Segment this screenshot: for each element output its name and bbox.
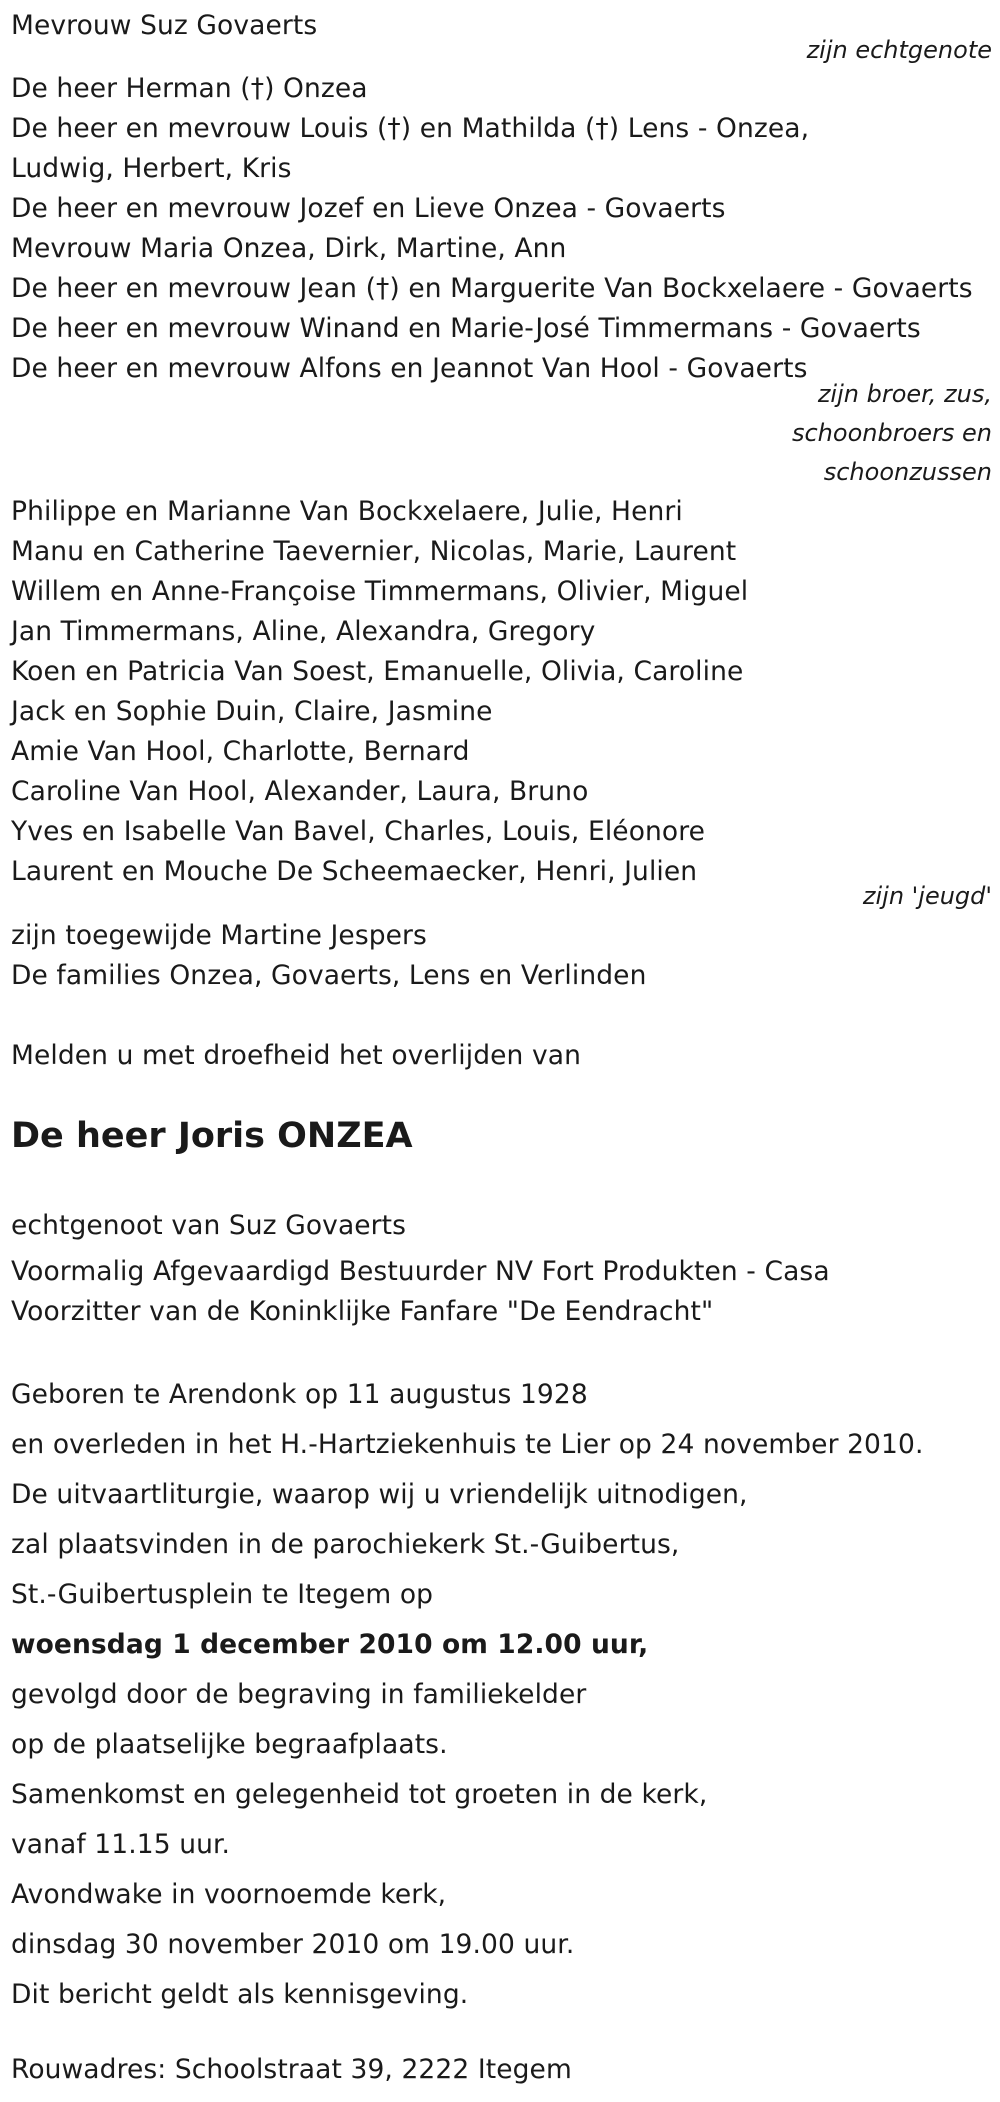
burial-line: op de plaatselijke begraafplaats. <box>11 1729 448 1760</box>
deceased-name: De heer Joris ONZEA <box>11 1116 413 1156</box>
announcement: Melden u met droefheid het overlijden van <box>11 1040 581 1071</box>
mourning-address: Rouwadres: Schoolstraat 39, 2222 Itegem <box>11 2054 572 2085</box>
other-line: De families Onzea, Govaerts, Lens en Verlinden <box>11 960 647 991</box>
other-line: zijn toegewijde Martine Jespers <box>11 920 427 951</box>
funeral-line: St.-Guibertusplein te Itegem op <box>11 1579 434 1610</box>
spouse-name: Mevrouw Suz Govaerts <box>11 10 318 41</box>
funeral-line: De uitvaartliturgie, waarop wij u vriendelijk uitnodigen, <box>11 1479 748 1510</box>
sibling-line: De heer en mevrouw Jozef en Lieve Onzea - Govaerts <box>11 193 726 224</box>
youth-line: Laurent en Mouche De Scheemaecker, Henri, Julien <box>11 856 698 887</box>
sibling-line: De heer Herman (†) Onzea <box>11 73 368 104</box>
youth-line: Koen en Patricia Van Soest, Emanuelle, Olivia, Caroline <box>11 656 744 687</box>
born-line: Geboren te Arendonk op 11 augustus 1928 <box>11 1379 588 1410</box>
deceased-role: Voormalig Afgevaardigd Bestuurder NV Fort Produkten - Casa <box>11 1256 830 1287</box>
sibling-line: De heer en mevrouw Winand en Marie-José Timmermans - Govaerts <box>11 313 921 344</box>
died-line: en overleden in het H.-Hartziekenhuis te Lier op 24 november 2010. <box>11 1429 924 1460</box>
wake-line: dinsdag 30 november 2010 om 19.00 uur. <box>11 1929 575 1960</box>
sibling-line: Mevrouw Maria Onzea, Dirk, Martine, Ann <box>11 233 567 264</box>
sibling-line: De heer en mevrouw Jean (†) en Marguerite Van Bockxelaere - Govaerts <box>11 273 973 304</box>
deceased-spouse-line: echtgenoot van Suz Govaerts <box>11 1210 407 1241</box>
youth-line: Jack en Sophie Duin, Claire, Jasmine <box>11 696 493 727</box>
wake-line: Avondwake in voornoemde kerk, <box>11 1879 447 1910</box>
youth-line: Willem en Anne-Françoise Timmermans, Olivier, Miguel <box>11 576 749 607</box>
gathering-line: Samenkomst en gelegenheid tot groeten in de kerk, <box>11 1779 708 1810</box>
sibling-line: De heer en mevrouw Louis (†) en Mathilda (†) Lens - Onzea, <box>11 113 810 144</box>
youth-line: Amie Van Hool, Charlotte, Bernard <box>11 736 470 767</box>
youth-line: Jan Timmermans, Aline, Alexandra, Gregory <box>11 616 596 647</box>
funeral-date: woensdag 1 december 2010 om 12.00 uur, <box>11 1629 649 1660</box>
youth-line: Yves en Isabelle Van Bavel, Charles, Louis, Eléonore <box>11 816 706 847</box>
siblings-relation: schoonbroers en <box>791 419 992 447</box>
youth-relation: zijn 'jeugd' <box>862 882 992 910</box>
youth-line: Caroline Van Hool, Alexander, Laura, Bruno <box>11 776 589 807</box>
sibling-line: De heer en mevrouw Alfons en Jeannot Van Hool - Govaerts <box>11 353 808 384</box>
gathering-line: vanaf 11.15 uur. <box>11 1829 231 1860</box>
funeral-line: zal plaatsvinden in de parochiekerk St.-Guibertus, <box>11 1529 680 1560</box>
deceased-role: Voorzitter van de Koninklijke Fanfare "De Eendracht" <box>11 1296 714 1327</box>
youth-line: Manu en Catherine Taevernier, Nicolas, Marie, Laurent <box>11 536 737 567</box>
burial-line: gevolgd door de begraving in familiekelder <box>11 1679 587 1710</box>
notice-line: Dit bericht geldt als kennisgeving. <box>11 1979 469 2010</box>
siblings-relation: schoonzussen <box>823 458 992 486</box>
sibling-line: Ludwig, Herbert, Kris <box>11 153 292 184</box>
youth-line: Philippe en Marianne Van Bockxelaere, Julie, Henri <box>11 496 683 527</box>
spouse-relation: zijn echtgenote <box>806 36 992 64</box>
siblings-relation: zijn broer, zus, <box>817 380 992 408</box>
